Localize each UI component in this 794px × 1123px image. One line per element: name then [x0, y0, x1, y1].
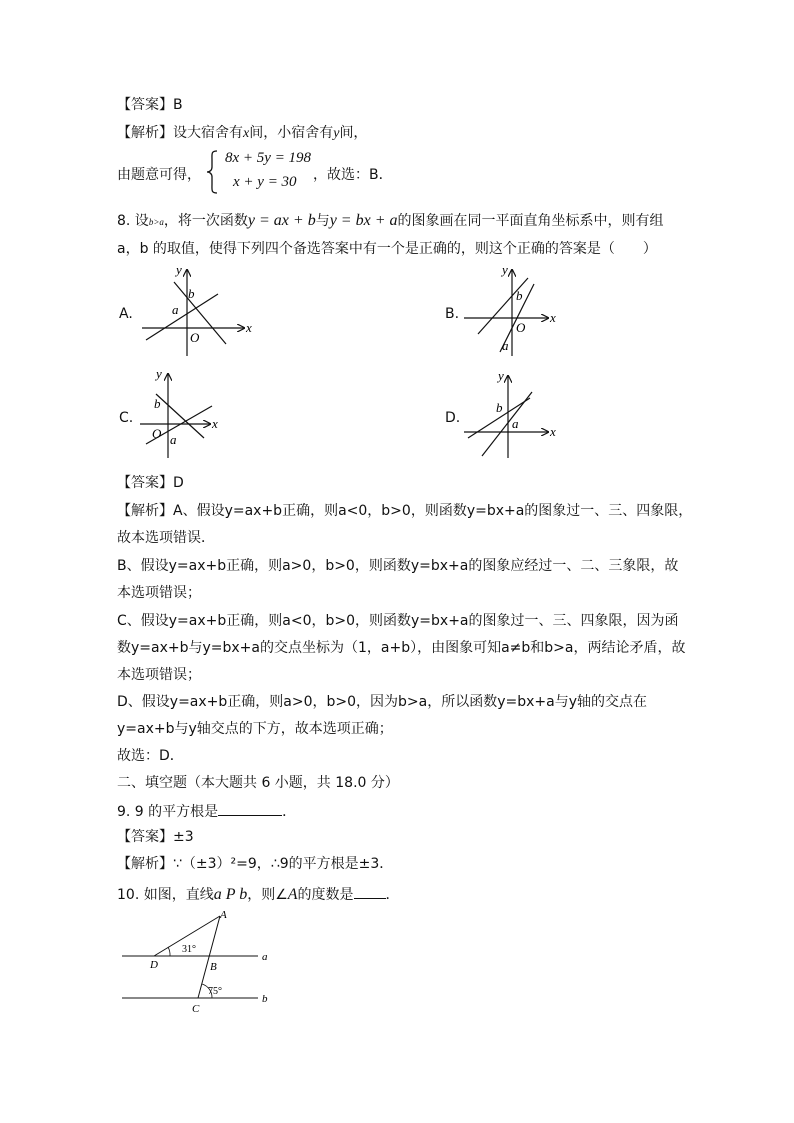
b-label: b: [188, 286, 195, 301]
a-label: a: [512, 416, 519, 431]
line-b-label: b: [262, 993, 268, 1005]
line-b: [156, 394, 204, 438]
x-label: x: [550, 424, 556, 439]
y-label: y: [502, 262, 508, 277]
point-d-label: D: [150, 959, 158, 971]
point-b-label: B: [210, 961, 217, 973]
answer-8: 【答案】D: [117, 475, 184, 491]
y-label: y: [156, 366, 162, 381]
analysis-8-line-1: 【解析】A、假设y=ax+b正确，则a<0，b>0，则函数y=bx+a的图象过一、三、四象限，: [117, 503, 693, 519]
analysis-8-line-10: 故选：D．: [117, 748, 184, 764]
a-label: a: [170, 432, 177, 447]
q9: 9. 9 的平方根是 ．: [117, 801, 296, 821]
b-label: b: [516, 288, 523, 303]
origin-label: O: [152, 426, 162, 441]
b-label: b: [154, 396, 161, 411]
origin-label: O: [516, 320, 526, 335]
q8-line-2: a，b 的取值，使得下列四个备选答案中有一个是正确的，则这个正确的答案是（ ）: [117, 241, 657, 257]
b-label: b: [496, 400, 503, 415]
option-c-graph: [138, 366, 228, 460]
x-label: x: [246, 320, 252, 335]
analysis-8-line-8: D、假设y=ax+b正确，则a>0，b>0，因为b>a，所以函数y=bx+a与y轴的交点在: [117, 694, 647, 710]
angle-arc-d: [168, 947, 170, 956]
x-label: x: [550, 310, 556, 325]
option-b-label: B.: [445, 306, 460, 322]
analysis-8-line-4: 本选项错误；: [117, 585, 201, 601]
analysis-8-line-3: B、假设y=ax+b正确，则a>0，b>0，则函数y=bx+a的图象应经过一、二、三象限，故: [117, 558, 679, 574]
option-a-label: A.: [119, 306, 133, 322]
line-a-label: a: [262, 951, 268, 963]
option-a-graph: [140, 262, 256, 358]
angle-31-label: 31°: [182, 944, 196, 955]
q10-figure: [118, 906, 278, 1016]
answer-blank: [218, 801, 282, 816]
origin-label: O: [190, 330, 200, 345]
analysis-8-line-7: 本选项错误；: [117, 667, 201, 683]
a-label: a: [502, 338, 509, 353]
angle-75-label: 75°: [208, 986, 222, 997]
point-a-label: A: [220, 909, 227, 921]
analysis-8-line-2: 故本选项错误．: [117, 530, 215, 546]
option-d-label: D.: [445, 410, 461, 426]
point-c-label: C: [192, 1003, 200, 1015]
x-label: x: [212, 416, 218, 431]
option-b-graph: [462, 262, 562, 358]
answer-blank: [354, 884, 386, 899]
option-d-graph: [462, 366, 562, 460]
answer-9: 【答案】±3: [117, 829, 194, 845]
q8-line-1: 8. 设b>a，将一次函数y = ax + b与y = bx + a的图象画在同一平面直角坐标系中，则有组: [117, 212, 664, 229]
y-label: y: [498, 368, 504, 383]
section-2-title: 二、填空题（本大题共 6 小题，共 18.0 分）: [117, 775, 399, 791]
brace-icon: [205, 150, 219, 194]
analysis-8-line-9: y=ax+b与y轴交点的下方，故本选项正确；: [117, 721, 393, 737]
y-label: y: [176, 262, 182, 277]
line-a: [146, 294, 218, 340]
answer-7: 【答案】B: [117, 97, 183, 113]
analysis-8-line-6: 数y=ax+b与y=bx+a的交点坐标为（1，a+b），由图象可知a≠b和b>a，两结论矛盾，故: [117, 640, 686, 656]
analysis-9: 【解析】∵（±3）²=9，∴9的平方根是±3．: [117, 856, 394, 872]
option-c-label: C.: [119, 410, 134, 426]
analysis-8-line-5: C、假设y=ax+b正确，则a<0，b>0，则函数y=bx+a的图象过一、三、四象限，因为函: [117, 613, 679, 629]
q10: 10. 如图，直线a P b，则∠A的度数是 ．: [117, 886, 400, 903]
analysis-7-line: 【解析】设大宿舍有x间，小宿舍有y间，: [117, 125, 368, 141]
a-label: a: [172, 302, 179, 317]
line-b: [174, 282, 226, 344]
